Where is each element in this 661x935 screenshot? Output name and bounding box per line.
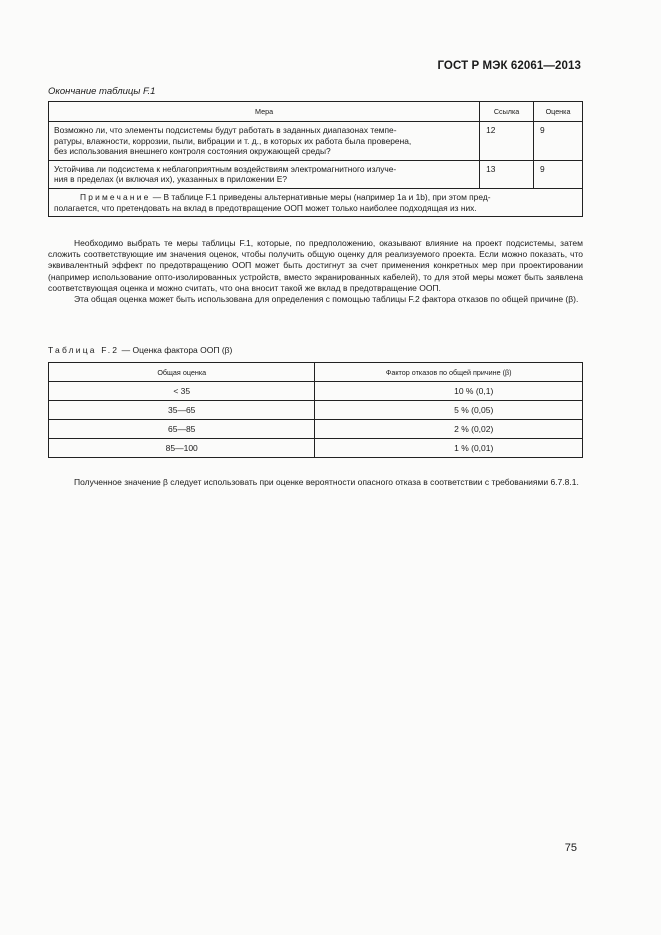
table-f2-header-row (49, 363, 583, 382)
table-row (49, 439, 583, 458)
column-header-ccf-factor: Фактор отказов по общей причине (β) (315, 363, 583, 382)
body-text-conclusion (48, 477, 583, 488)
score-cell: 9 (534, 122, 583, 161)
score-range-cell: 65—85 (49, 420, 315, 439)
measure-line: Устойчива ли подсистема к неблагоприятным воздействиям электромагнитного излуче- (54, 163, 397, 174)
factor-cell: 10 % (0,1) (315, 382, 583, 401)
measure-line: без использования внешнего контроля состояния окружающей среды? (54, 146, 331, 157)
measure-line: Возможно ли, что элементы подсистемы будут работать в заданных диапазонах темпе- (54, 125, 397, 135)
table-f2-title: — Оценка фактора ООП (β) (119, 345, 233, 355)
paragraph: Необходимо выбрать те меры таблицы F.1, которые, по предположению, оказывают влияние на проект подсистемы, затем сложить соответствующие им значения оценок, чтобы получить общую оценку для реализуемого проекта. Если можно показать, что эквивалентный эффект по предотвращению ООП может быть достигнут за счет применения конкретных мер при проектировании (например использование опто-изолированных устройств, вместо экранированных кабелей), то для этой меры может быть заявлена соответствующая оценка и можно считать, что она вносит такой же вклад в предотвращение ООП. (48, 238, 583, 293)
note-text: — В таблице F.1 приведены альтернативные меры (например 1a и 1b), при этом пред- (150, 191, 491, 202)
score-cell: 9 (534, 160, 583, 188)
table-f1 (48, 101, 583, 217)
table-f1-caption: Окончание таблицы F.1 (48, 86, 156, 97)
reference-cell: 12 (480, 122, 534, 161)
table-f2-label: Таблица F.2 (48, 345, 120, 355)
table-row (49, 401, 583, 420)
table-note-row (49, 188, 583, 216)
table-row (49, 382, 583, 401)
note-line (54, 192, 576, 203)
paragraph: Полученное значение β следует использовать при оценке вероятности опасного отказа в соответствии с требованиями 6.7.8.1. (74, 477, 579, 487)
table-f1-header-row (49, 102, 583, 122)
measure-line: ратуры, влажности, коррозии, пыли, вибрации и т. д., в которых их работа была проверена, (54, 135, 412, 146)
note-line: полагается, что претендовать на вклад в предотвращение ООП может только наиболее подходящая из них. (54, 202, 477, 213)
measure-line: ния в пределах (и включая их), указанных в приложении E? (54, 174, 287, 185)
measure-cell (49, 122, 480, 161)
factor-cell: 2 % (0,02) (315, 420, 583, 439)
table-row (49, 420, 583, 439)
score-range-cell: 35—65 (49, 401, 315, 420)
column-header-reference: Ссылка (480, 102, 534, 122)
table-row (49, 160, 583, 188)
table-row (49, 122, 583, 161)
factor-cell: 5 % (0,05) (315, 401, 583, 420)
reference-cell: 13 (480, 160, 534, 188)
body-text (48, 238, 583, 305)
column-header-score: Оценка (534, 102, 583, 122)
table-f2 (48, 362, 583, 458)
score-range-cell: < 35 (49, 382, 315, 401)
factor-cell: 1 % (0,01) (315, 439, 583, 458)
score-range-cell: 85—100 (49, 439, 315, 458)
column-header-measure: Мера (49, 102, 480, 122)
document-code: ГОСТ Р МЭК 62061—2013 (437, 60, 581, 72)
paragraph: Эта общая оценка может быть использована для определения с помощью таблицы F.2 фактора отказов по общей причине (β). (74, 294, 579, 305)
table-f2-caption (48, 345, 232, 355)
column-header-total-score: Общая оценка (49, 363, 315, 382)
table-note (49, 188, 583, 216)
note-label: Примечание (80, 191, 151, 202)
measure-cell (49, 160, 480, 188)
page-number: 75 (564, 842, 577, 854)
